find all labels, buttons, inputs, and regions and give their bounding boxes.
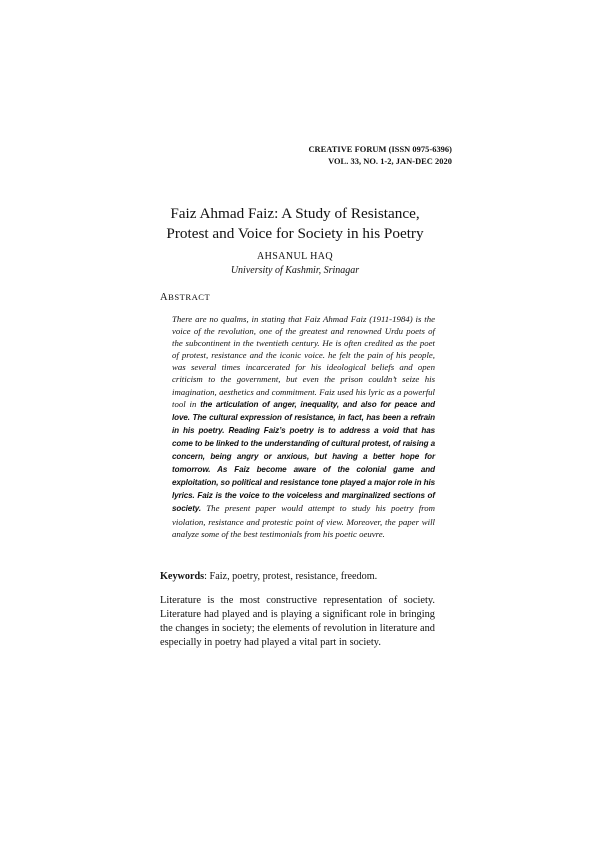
journal-header xyxy=(308,144,452,168)
abstract-part-2: the articulation of anger, inequality, and also for peace and love. The cultural expression of resistance, in fact, has been a refrain in his poetry. Reading Faiz’s poetry is to address a void that has come to be linked to the understanding of cultural protest, of raising a concern, being angry or anxious, but having a better hope for tomorrow. As Faiz become aware of the colonial game and exploitation, so political and resistance tone played a major role in his lyrics. Faiz is the voice to the voiceless and marginalized sections of society. xyxy=(172,399,435,514)
paper-title xyxy=(140,204,450,243)
author-affiliation: University of Kashmir, Srinagar xyxy=(230,265,360,276)
body-paragraph: Literature is the most constructive representation of society. Literature had played and is playing a significant role in bringing the changes in society; the elements of revolution in literature and especially in poetry had played a vital part in society. xyxy=(160,595,435,649)
paper-title-line-1: Faiz Ahmad Faiz: A Study of Resistance, xyxy=(170,205,420,222)
abstract-text xyxy=(172,313,435,540)
keywords-label: Keywords xyxy=(160,571,205,582)
abstract-heading-rest: BSTRACT xyxy=(168,292,211,302)
abstract-part-3: The present paper would attempt to study his poetry from violation, resistance and protestic point of view. Moreover, the paper will analyze some of the best testimonials from his poetic oeuvre. xyxy=(172,503,435,539)
author-name: AHSANUL HAQ xyxy=(257,251,333,262)
keywords xyxy=(160,570,377,584)
abstract-heading xyxy=(160,291,210,304)
keywords-list: : Faiz, poetry, protest, resistance, freedom. xyxy=(204,571,378,582)
abstract-heading-initial: A xyxy=(160,292,169,303)
paper-title-line-2: Protest and Voice for Society in his Poetry xyxy=(166,224,424,242)
abstract-part-1: There are no qualms, in stating that Faiz Ahmad Faiz (1911-1984) is the voice of the revolution, one of the greatest and renowned Urdu poets of the subcontinent in the twentieth century. He is often credited as the poet of protest, resistance and the iconic voice. he felt the pain of his people, was several times incarcerated for his ideological beliefs and open criticism to the government, but even the prison couldn’t seize his imagination, aesthetics and commitment. Faiz used his lyric as a powerful tool in xyxy=(172,314,435,409)
journal-volume: VOL. 33, NO. 1-2, JAN-DEC 2020 xyxy=(328,157,452,166)
journal-name: CREATIVE FORUM (ISSN 0975-6396) xyxy=(308,145,452,154)
